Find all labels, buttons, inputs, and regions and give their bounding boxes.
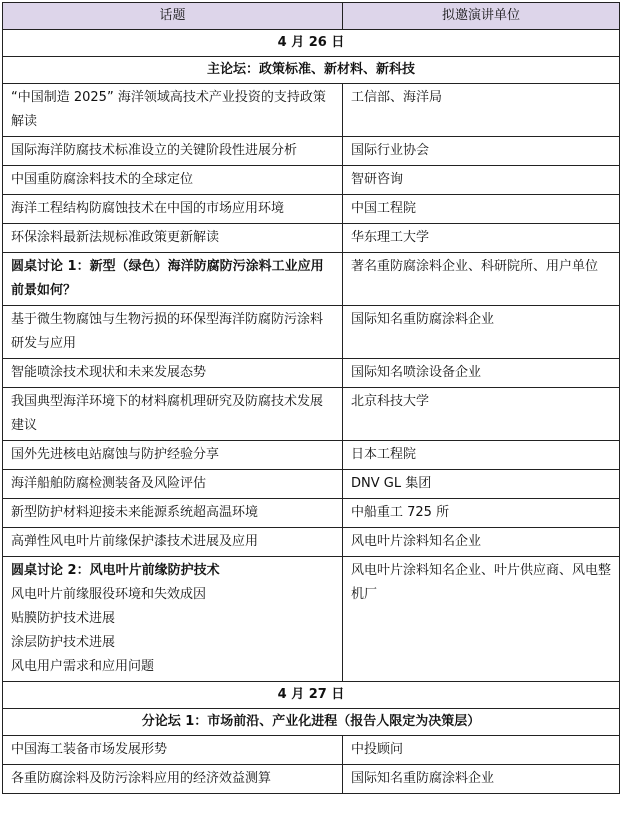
table-row — [3, 470, 620, 499]
table-row — [3, 306, 620, 359]
topic-cell: 海洋船舶防腐检测装备及风险评估 — [3, 470, 343, 499]
table-row — [3, 224, 620, 253]
date-day2: 4 月 27 日 — [3, 682, 620, 709]
unit-cell: DNV GL 集团 — [343, 470, 620, 499]
header-topic: 话题 — [3, 3, 343, 30]
table-row — [3, 528, 620, 557]
topic-cell: 中国重防腐涂料技术的全球定位 — [3, 166, 343, 195]
roundtable2-topic-cell — [3, 557, 343, 682]
table-row — [3, 441, 620, 470]
topic-cell: 新型防护材料迎接未来能源系统超高温环境 — [3, 499, 343, 528]
unit-cell: 国际行业协会 — [343, 137, 620, 166]
roundtable2-unit: 风电叶片涂料知名企业、叶片供应商、风电整机厂 — [343, 557, 620, 682]
topic-cell: 中国海工装备市场发展形势 — [3, 736, 343, 765]
unit-cell: 国际知名重防腐涂料企业 — [343, 765, 620, 794]
topic-cell: “中国制造 2025” 海洋领域高技术产业投资的支持政策解读 — [3, 84, 343, 137]
date-row — [3, 682, 620, 709]
table-row — [3, 137, 620, 166]
table-row — [3, 359, 620, 388]
unit-cell: 中国工程院 — [343, 195, 620, 224]
table-row — [3, 388, 620, 441]
agenda-table — [2, 2, 620, 794]
table-row — [3, 253, 620, 306]
roundtable2-item: 涂层防护技术进展 — [11, 635, 116, 650]
forum-sub1-title: 分论坛 1：市场前沿、产业化进程（报告人限定为决策层） — [3, 709, 620, 736]
header-speaker: 拟邀演讲单位 — [343, 3, 620, 30]
roundtable2-item: 风电叶片前缘服役环境和失效成因 — [11, 587, 207, 602]
topic-cell: 智能喷涂技术现状和未来发展态势 — [3, 359, 343, 388]
roundtable1-topic: 圆桌讨论 1：新型（绿色）海洋防腐防污涂料工业应用前景如何？ — [3, 253, 343, 306]
topic-cell: 环保涂料最新法规标准政策更新解读 — [3, 224, 343, 253]
table-row — [3, 195, 620, 224]
roundtable2-item: 风电用户需求和应用问题 — [11, 659, 155, 674]
table-row — [3, 736, 620, 765]
topic-cell: 各重防腐涂料及防污涂料应用的经济效益测算 — [3, 765, 343, 794]
unit-cell: 中船重工 725 所 — [343, 499, 620, 528]
date-row — [3, 30, 620, 57]
topic-cell: 国外先进核电站腐蚀与防护经验分享 — [3, 441, 343, 470]
topic-cell: 我国典型海洋环境下的材料腐机理研究及防腐技术发展建议 — [3, 388, 343, 441]
unit-cell: 中投顾问 — [343, 736, 620, 765]
table-row — [3, 84, 620, 137]
header-row — [3, 3, 620, 30]
roundtable2-item: 贴膜防护技术进展 — [11, 611, 116, 626]
topic-cell: 国际海洋防腐技术标准设立的关键阶段性进展分析 — [3, 137, 343, 166]
unit-cell: 著名重防腐涂料企业、科研院所、用户单位 — [343, 253, 620, 306]
topic-cell: 高弹性风电叶片前缘保护漆技术进展及应用 — [3, 528, 343, 557]
unit-cell: 北京科技大学 — [343, 388, 620, 441]
topic-cell: 基于微生物腐蚀与生物污损的环保型海洋防腐防污涂料研发与应用 — [3, 306, 343, 359]
forum-row — [3, 57, 620, 84]
topic-cell: 海洋工程结构防腐蚀技术在中国的市场应用环境 — [3, 195, 343, 224]
unit-cell: 华东理工大学 — [343, 224, 620, 253]
table-row — [3, 166, 620, 195]
unit-cell: 风电叶片涂料知名企业 — [343, 528, 620, 557]
table-row — [3, 499, 620, 528]
unit-cell: 工信部、海洋局 — [343, 84, 620, 137]
date-day1: 4 月 26 日 — [3, 30, 620, 57]
forum-main-title: 主论坛：政策标准、新材料、新科技 — [3, 57, 620, 84]
roundtable2-title: 圆桌讨论 2：风电叶片前缘防护技术 — [11, 563, 220, 578]
forum-row — [3, 709, 620, 736]
unit-cell: 国际知名喷涂设备企业 — [343, 359, 620, 388]
roundtable2-row — [3, 557, 620, 682]
table-row — [3, 765, 620, 794]
unit-cell: 国际知名重防腐涂料企业 — [343, 306, 620, 359]
unit-cell: 智研咨询 — [343, 166, 620, 195]
unit-cell: 日本工程院 — [343, 441, 620, 470]
